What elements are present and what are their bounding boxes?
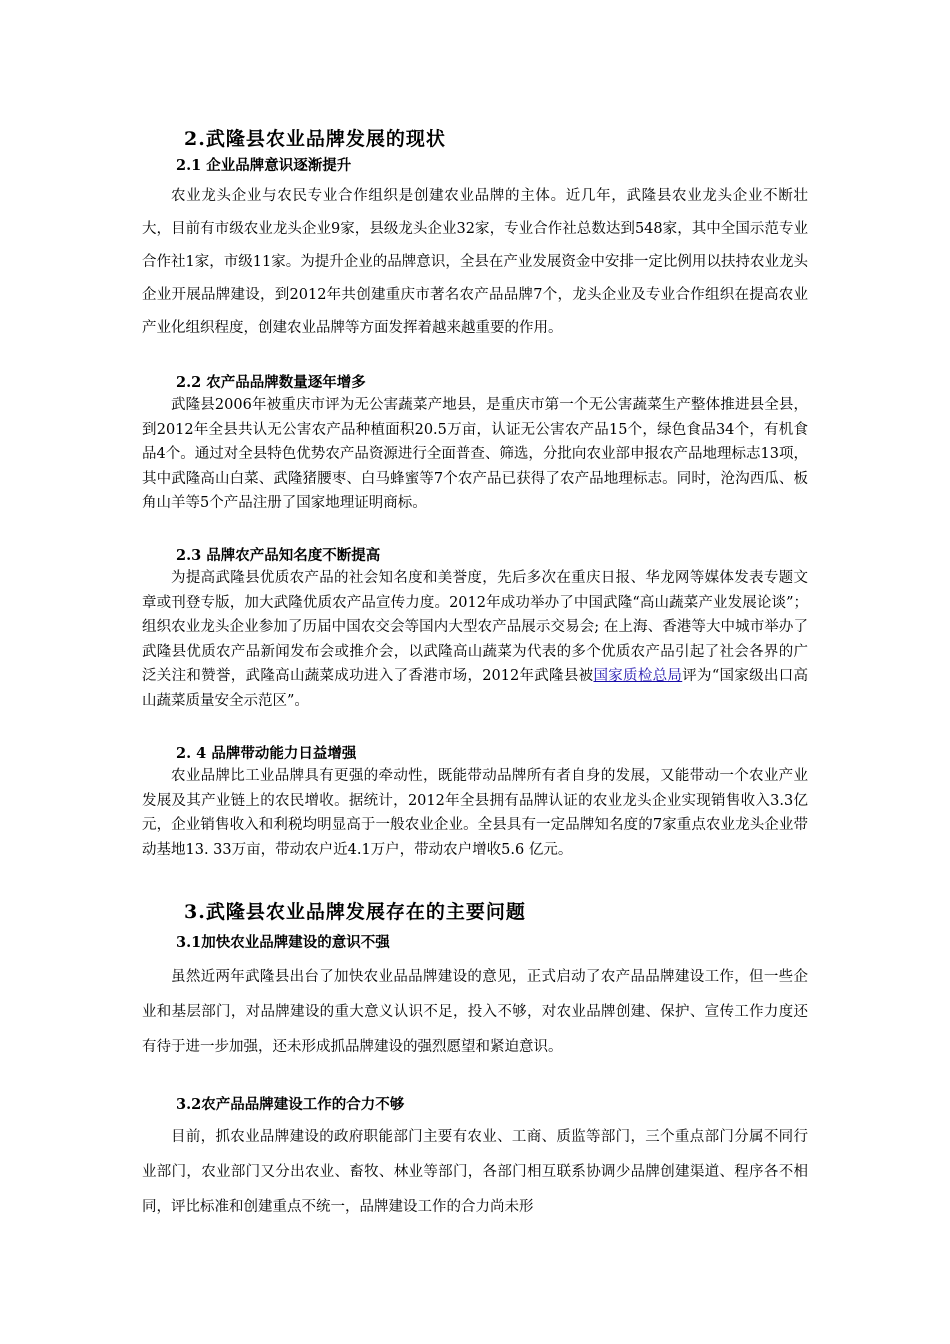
subsection-heading-3-1: 3.1加快农业品牌建设的意识不强 — [176, 934, 390, 951]
subsection-heading-2-3: 2.3 品牌农产品知名度不断提高 — [176, 547, 381, 564]
paragraph-2-3 — [142, 566, 808, 714]
paragraph-2-2: 武隆县2006年被重庆市评为无公害蔬菜产地县，是重庆市第一个无公害蔬菜生产整体推进县全县，到2012年全县共认无公害农产品种植面积20.5万亩，认证无公害农产品15个，绿色食品34个，有机食品4个。通过对全县特色优势农产品资源进行全面普查、筛选，分批向农业部申报农产品地理标志13项，其中武隆高山白菜、武隆猪腰枣、白马蜂蜜等7个农产品已获得了农产品地理标志。同时，沧沟西瓜、板角山羊等5个产品注册了国家地理证明商标。 — [142, 397, 808, 512]
subsection-heading-3-2: 3.2农产品品牌建设工作的合力不够 — [176, 1096, 405, 1113]
section-heading-2: 2.武隆县农业品牌发展的现状 — [184, 128, 446, 150]
subsection-heading-2-2: 2.2 农产品品牌数量逐年增多 — [176, 374, 366, 391]
paragraph-3-1: 虽然近两年武隆县出台了加快农业品品牌建设的意见，正式启动了农产品品牌建设工作，但一些企业和基层部门，对品牌建设的重大意义认识不足，投入不够，对农业品牌创建、保护、宣传工作力度还有待于进一步加强，还未形成抓品牌建设的强烈愿望和紧迫意识。 — [142, 969, 808, 1055]
paragraph-3-2: 目前，抓农业品牌建设的政府职能部门主要有农业、工商、质监等部门，三个重点部门分属不同行业部门，农业部门又分出农业、畜牧、林业等部门，各部门相互联系协调少品牌创建渠道、程序各不相同，评比标准和创建重点不统一，品牌建设工作的合力尚未形 — [142, 1129, 808, 1215]
paragraph-2-4: 农业品牌比工业品牌具有更强的牵动性，既能带动品牌所有者自身的发展，又能带动一个农业产业发展及其产业链上的农民增收。据统计，2012年全县拥有品牌认证的农业龙头企业实现销售收入3.3亿元，企业销售收入和利税均明显高于一般农业企业。全县具有一定品牌知名度的7家重点农业龙头企业带动基地13. 33万亩，带动农户近4.1万户，带动农户增收5.6 亿元。 — [142, 768, 808, 858]
paragraph-2-1: 农业龙头企业与农民专业合作组织是创建农业品牌的主体。近几年，武隆县农业龙头企业不断壮大，目前有市级农业龙头企业9家，县级龙头企业32家，专业合作社总数达到548家，其中全国示范专业合作社1家，市级11家。为提升企业的品牌意识，全县在产业发展资金中安排一定比例用以扶持农业龙头企业开展品牌建设，到2012年共创建重庆市著名农产品品牌7个，龙头企业及专业合作组织在提高农业产业化组织程度，创建农业品牌等方面发挥着越来越重要的作用。 — [142, 188, 808, 336]
subsection-heading-2-1: 2.1 企业品牌意识逐渐提升 — [176, 157, 352, 174]
subsection-heading-2-4: 2. 4 品牌带动能力日益增强 — [176, 745, 357, 762]
section-heading-3: 3.武隆县农业品牌发展存在的主要问题 — [184, 901, 526, 923]
agency-link[interactable]: 国家质检总局 — [593, 668, 683, 685]
paragraph-2-3-text-before: 为提高武隆县优质农产品的社会知名度和美誉度，先后多次在重庆日报、华龙网等媒体发表专题文章或刊登专版，加大武隆优质农产品宣传力度。2012年成功举办了中国武隆“高山蔬菜产业发展论谈”；组织农业龙头企业参加了历届中国农交会等国内大型农产品展示交易会; 在上海、香港等大中城市举办了武隆县优质农产品新闻发布会或推介会，以武隆高山蔬菜为代表的多个优质农产品引起了社会各界的广泛关注和赞誉，武隆高山蔬菜成功进入了香港市场，2012年武隆县被 — [142, 570, 808, 685]
paragraph-2-3-text-after: 评为“国家级出口高山蔬菜质量安全示范区”。 — [142, 668, 809, 709]
